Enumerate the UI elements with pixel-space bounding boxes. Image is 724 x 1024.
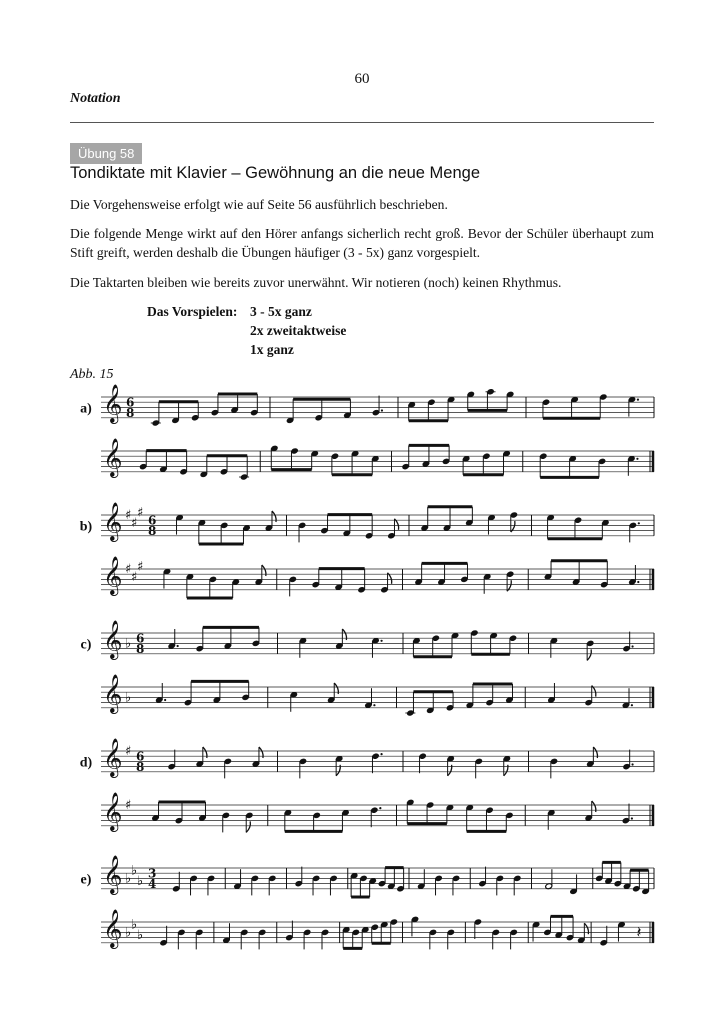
- exercise-title: Tondiktate mit Klavier – Gewöhnung an die neue Menge: [70, 164, 481, 182]
- sharp-icon: ♯: [125, 562, 132, 577]
- treble-clef-icon: 𝄞: [103, 383, 123, 423]
- paragraph: Die Taktarten bleiben wie bereits zuvor unerwähnt. Wir notieren (noch) keinen Rhythmus.: [70, 275, 562, 290]
- time-signature-bottom: 8: [136, 759, 145, 774]
- music-system: [101, 555, 654, 598]
- vorspielen-line: 1x ganz: [250, 342, 294, 357]
- augmentation-dot: [631, 817, 633, 819]
- note-flag: [587, 649, 591, 660]
- augmentation-dot: [380, 753, 382, 755]
- augmentation-dot: [379, 807, 381, 809]
- augmentation-dot: [631, 645, 633, 647]
- augmentation-dot: [637, 399, 639, 401]
- music-system: [101, 673, 654, 716]
- music-example: [81, 619, 654, 716]
- paragraph: Die Vorgehensweise erfolgt wie auf Seite 56 ausführlich beschrieben.: [70, 197, 448, 212]
- flat-icon: ♭: [125, 690, 132, 706]
- music-example: [80, 501, 654, 598]
- note-flag: [246, 821, 250, 832]
- treble-clef-icon: 𝄞: [103, 501, 123, 541]
- music-system: [101, 854, 654, 897]
- augmentation-dot: [177, 645, 179, 647]
- treble-clef-icon: 𝄞: [103, 437, 123, 477]
- flat-icon: ♭: [125, 871, 132, 887]
- paragraph: Die folgende Menge wirkt auf den Hörer anfangs sicherlich recht groß. Bevor der Schüler überhaupt zum Stift greift, werden deshalb die Übungen häufiger (3 - 5x) ganz vorgespielt.: [70, 226, 654, 260]
- exercise-badge: Übung 58: [70, 143, 142, 164]
- music-system: [101, 383, 654, 426]
- sharp-icon: ♯: [131, 515, 138, 531]
- example-label: d): [79, 755, 93, 771]
- treble-clef-icon: 𝄞: [103, 908, 123, 948]
- sharp-icon: ♯: [125, 798, 132, 813]
- sharp-icon: ♯: [125, 508, 132, 523]
- augmentation-dot: [380, 640, 382, 642]
- vorspielen-label: Das Vorspielen:: [147, 304, 238, 319]
- time-signature-bottom: 8: [136, 641, 145, 656]
- flat-icon: ♭: [131, 863, 138, 879]
- treble-clef-icon: 𝄞: [103, 673, 123, 713]
- augmentation-dot: [373, 704, 375, 706]
- page-number: 60: [354, 71, 370, 87]
- example-label: c): [80, 637, 92, 653]
- augmentation-dot: [636, 458, 638, 460]
- example-label: e): [80, 872, 92, 888]
- example-label: a): [80, 401, 92, 417]
- flat-icon: ♭: [125, 925, 132, 941]
- treble-clef-icon: 𝄞: [103, 619, 123, 659]
- time-signature-top: 6: [136, 749, 145, 764]
- time-signature-top: 6: [148, 513, 157, 528]
- example-label: b): [79, 519, 93, 535]
- sharp-icon: ♯: [137, 559, 144, 575]
- vorspielen-line: 3 - 5x ganz: [250, 304, 312, 319]
- augmentation-dot: [164, 699, 166, 701]
- augmentation-dot: [631, 704, 633, 706]
- music-example: [81, 854, 654, 949]
- quarter-rest-icon: 𝄽: [636, 922, 642, 942]
- flat-icon: ♭: [137, 928, 144, 943]
- augmentation-dot: [631, 763, 633, 765]
- augmentation-dot: [381, 409, 383, 411]
- music-system: [101, 791, 654, 832]
- flat-icon: ♭: [131, 917, 138, 933]
- time-signature-top: 6: [136, 631, 145, 646]
- treble-clef-icon: 𝄞: [103, 555, 123, 595]
- time-signature-top: 6: [126, 395, 135, 410]
- time-signature-top: 3: [148, 866, 157, 881]
- music-example: [80, 383, 654, 480]
- treble-clef-icon: 𝄞: [103, 737, 123, 777]
- music-system: [101, 908, 654, 949]
- flat-icon: ♭: [125, 636, 132, 652]
- time-signature-bottom: 8: [126, 405, 135, 420]
- flat-icon: ♭: [137, 874, 144, 889]
- vorspielen-line: 2x zweitaktweise: [250, 323, 347, 338]
- music-example: [80, 737, 654, 832]
- music-system: [101, 501, 654, 544]
- treble-clef-icon: 𝄞: [103, 854, 123, 894]
- sharp-icon: ♯: [125, 744, 132, 759]
- sharp-icon: ♯: [137, 505, 144, 521]
- time-signature-bottom: 8: [148, 523, 157, 538]
- treble-clef-icon: 𝄞: [103, 791, 123, 831]
- running-header: Notation: [70, 91, 121, 106]
- augmentation-dot: [637, 581, 639, 583]
- music-system: [101, 619, 654, 660]
- sharp-icon: ♯: [131, 569, 138, 585]
- figure-label: Abb. 15: [70, 367, 114, 382]
- time-signature-bottom: 4: [148, 876, 157, 891]
- music-system: [101, 437, 654, 480]
- music-system: [101, 737, 654, 778]
- augmentation-dot: [638, 522, 640, 524]
